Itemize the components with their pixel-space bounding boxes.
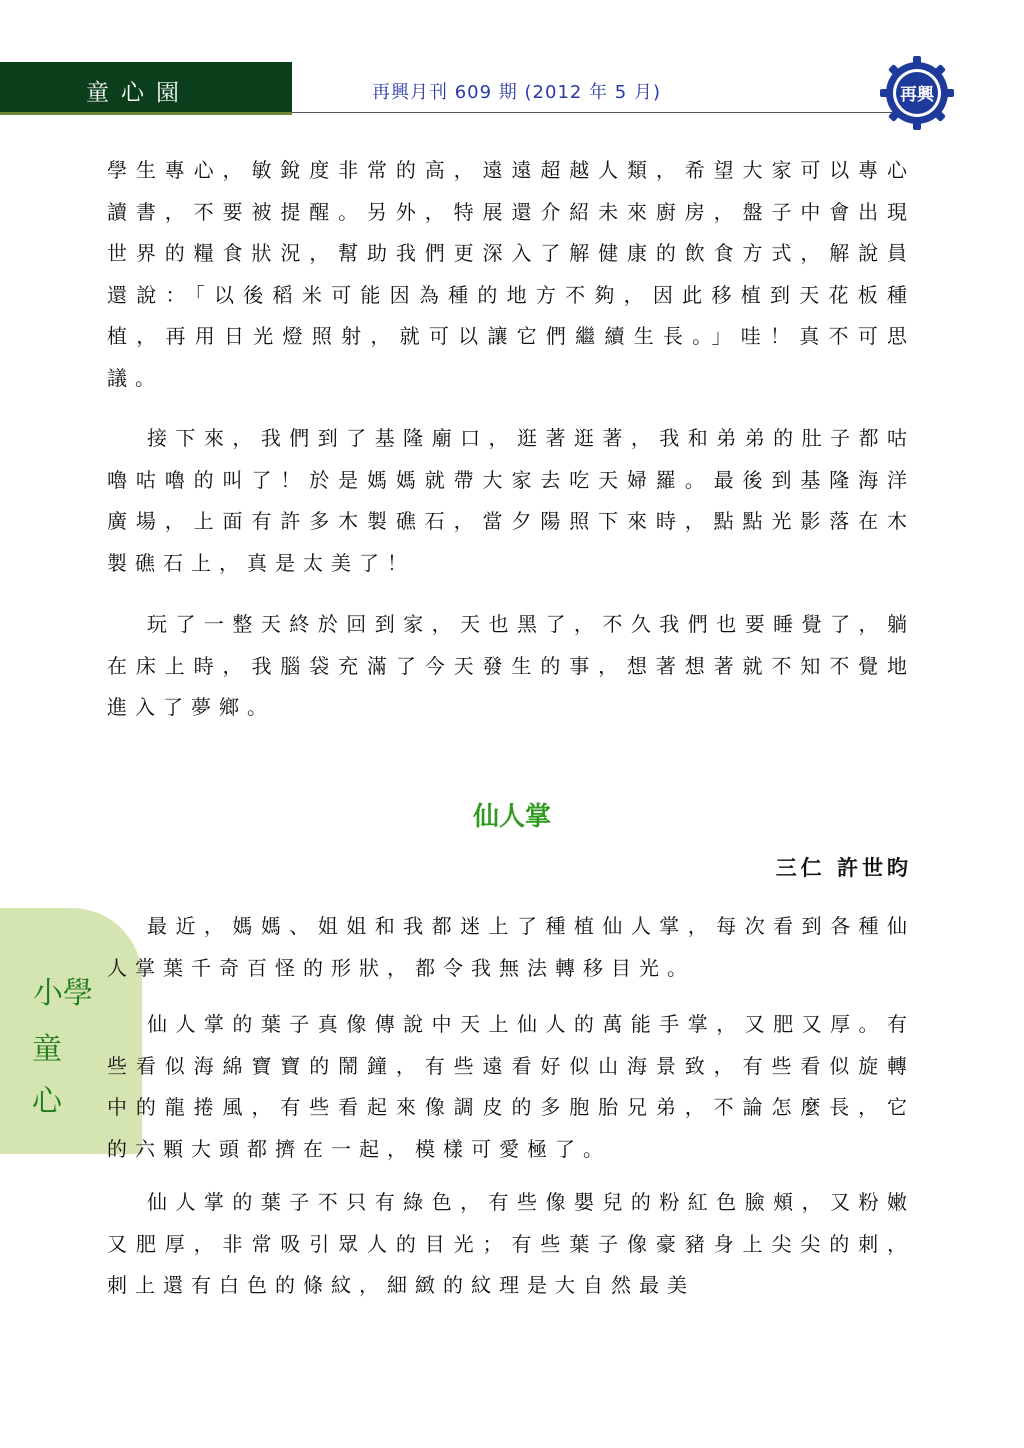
side-tab-label: 心 — [32, 1084, 62, 1119]
article2-paragraph-1-block — [107, 906, 915, 1007]
author-byline: 三仁 許世昀 — [775, 856, 912, 880]
article1-paragraph-2-block — [107, 418, 915, 602]
section-label: 童心園 — [86, 80, 191, 106]
article1-paragraph: 學生專心，敏銳度非常的高，遠遠超越人類，希望大家可以專心讀書，不要被提醒。另外，特展還介紹未來廚房，盤子中會出現世界的糧食狀況，幫助我們更深入了解健康的飲食方式，解說員還說：「以後稻米可能因為種的地方不夠，因此移植到天花板種植，再用日光燈照射，就可以讓它們繼續生長。」哇！真不可思議。 — [107, 158, 915, 390]
side-tab-label: 童 — [32, 1032, 62, 1067]
issue-info: 再興月刊 609 期 (2012 年 5 月) — [372, 82, 661, 103]
article2-paragraph-3-block — [107, 1182, 915, 1325]
article2-paragraph-2-block — [107, 1004, 915, 1188]
header-divider — [292, 112, 932, 113]
logo-text: 再興 — [900, 85, 934, 105]
article2-paragraph: 最近，媽媽、姐姐和我都迷上了種植仙人掌，每次看到各種仙人掌葉千奇百怪的形狀，都令我無法轉移目光。 — [107, 914, 915, 980]
article1-paragraph: 玩了一整天終於回到家，天也黑了，不久我們也要睡覺了，躺在床上時，我腦袋充滿了今天發生的事，想著想著就不知不覺地進入了夢鄉。 — [107, 612, 915, 719]
article1-paragraph-1-block — [107, 150, 915, 417]
article2-paragraph: 仙人掌的葉子真像傳說中天上仙人的萬能手掌，又肥又厚。有些看似海綿寶寶的鬧鐘，有些遠看好似山海景致，有些看似旋轉中的龍捲風，有些看起來像調皮的多胞胎兄弟，不論怎麼長，它的六顆大頭都擠在一起，模樣可愛極了。 — [107, 1012, 915, 1161]
article1-paragraph-3-block — [107, 604, 915, 747]
article2-paragraph: 仙人掌的葉子不只有綠色，有些像嬰兒的粉紅色臉頰，又粉嫩又肥厚，非常吸引眾人的目光；有些葉子像豪豬身上尖尖的刺，刺上還有白色的條紋，細緻的紋理是大自然最美 — [107, 1190, 915, 1297]
magazine-logo — [878, 54, 956, 132]
article-title: 仙人掌 — [472, 802, 551, 832]
side-tab-label: 小學 — [33, 976, 93, 1011]
article1-paragraph: 接下來，我們到了基隆廟口，逛著逛著，我和弟弟的肚子都咕嚕咕嚕的叫了！於是媽媽就帶大家去吃天婦羅。最後到基隆海洋廣場，上面有許多木製礁石，當夕陽照下來時，點點光影落在木製礁石上，真是太美了！ — [107, 426, 915, 575]
